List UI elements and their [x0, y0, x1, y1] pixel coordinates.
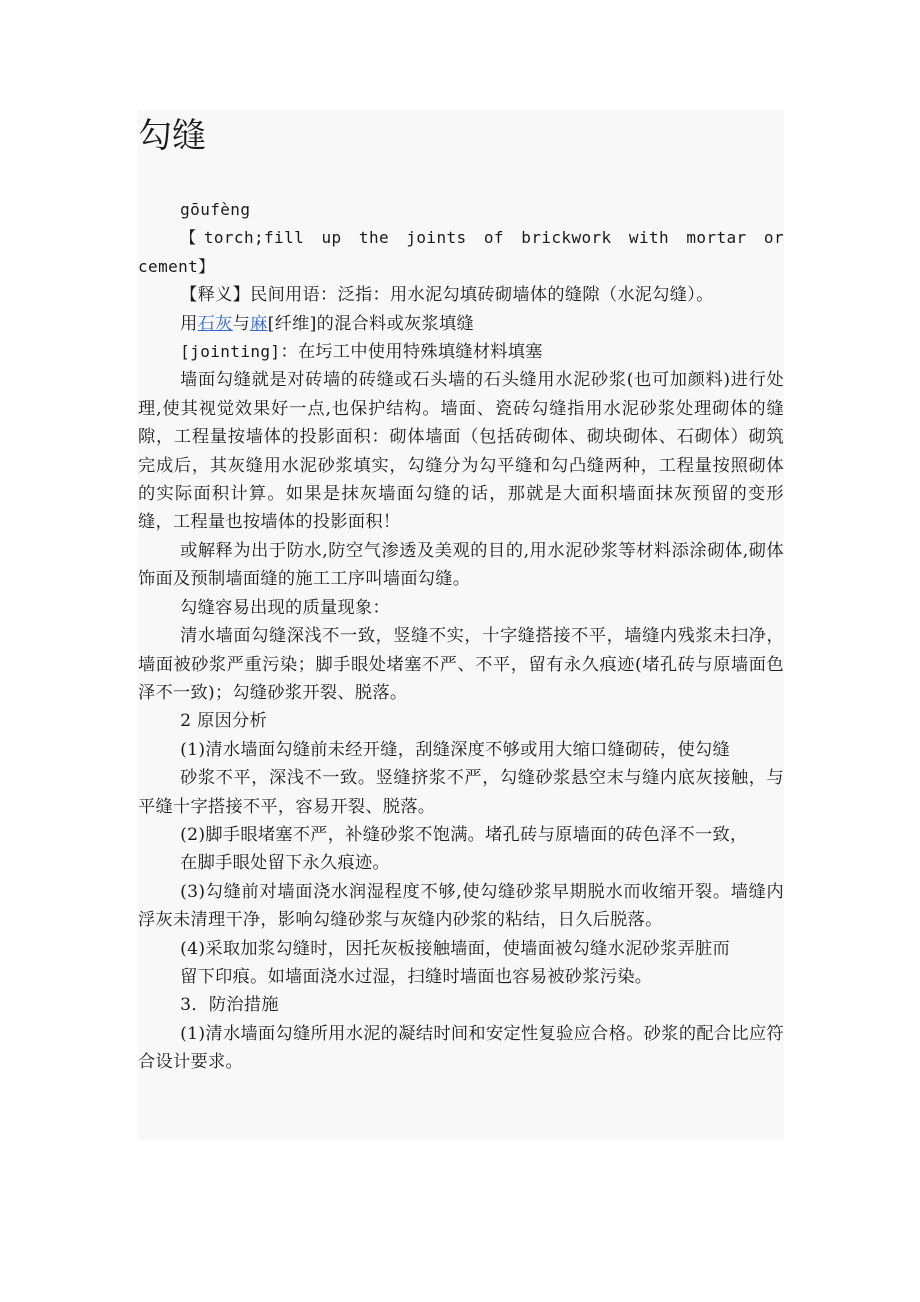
usage-prefix: 用 — [180, 313, 198, 334]
cause-1-line-b: 砂浆不平，深浅不一致。竖缝挤浆不严，勾缝砂浆悬空末与缝内底灰接触，与平缝十字搭接不平，容易开裂、脱落。 — [138, 768, 784, 817]
jointing-text: ：在圬工中使用特殊填缝材料填塞 — [280, 342, 543, 363]
quality-heading: 勾缝容易出现的质量现象： — [180, 597, 390, 618]
cause-heading: 2 原因分析 — [180, 711, 268, 732]
jointing-tag: [jointing] — [180, 342, 281, 362]
pinyin-line — [138, 196, 784, 224]
usage-line — [138, 310, 784, 338]
cause-4-line-b: 留下印痕。如墙面浇水过湿，扫缝时墙面也容易被砂浆污染。 — [180, 966, 653, 987]
quality-paragraph: 清水墙面勾缝深浅不一致，竖缝不实，十字缝搭接不平，墙缝内残浆未扫净，墙面被砂浆严重污染；脚手眼处堵塞不严、不平，留有永久痕迹(堵孔砖与原墙面色泽不一致)；勾缝砂浆开裂、脱落。 — [138, 626, 784, 703]
usage-middle: 与 — [232, 313, 251, 334]
jointing-line — [138, 338, 784, 366]
page-title: 勾缝 — [138, 116, 206, 156]
paragraph-wall-jointing: 墙面勾缝就是对砖墙的砖缝或石头墙的石头缝用水泥砂浆(也可加颜料)进行处理,使其视觉效果好一点,也保护结构。墙面、瓷砖勾缝指用水泥砂浆处理砌体的缝隙，工程量按墙体的投影面积：砌体墙面（包括砖砌体、砌块砌体、石砌体）砌筑完成后，其灰缝用水泥砂浆填实，勾缝分为勾平缝和勾凸缝两种，工程量按照砌体的实际面积计算。如果是抹灰墙面勾缝的话，那就是大面积墙面抹灰预留的变形缝，工程量也按墙体的投影面积！ — [138, 370, 784, 533]
usage-suffix: [纤维]的混合料或灰浆填缝 — [267, 313, 474, 334]
english-definition-text: 【torch;fill up the joints of brickwork with mortar or cement】 — [138, 228, 784, 276]
cause-3: (3)勾缝前对墙面浇水润湿程度不够,使勾缝砂浆早期脱水而收缩开裂。墙缝内浮灰未清理干净，影响勾缝砂浆与灰缝内砂浆的粘结，日久后脱落。 — [138, 881, 784, 931]
english-definition — [138, 224, 784, 281]
cause-4-line-a: (4)采取加浆勾缝时，因托灰板接触墙面，使墙面被勾缝水泥砂浆弄脏而 — [180, 938, 730, 959]
link-hemp[interactable]: 麻 — [250, 313, 268, 334]
pinyin-text: gōufèng — [180, 200, 251, 219]
meaning-line: 【释义】民间用语：泛指：用水泥勾填砖砌墙体的缝隙（水泥勾缝）。 — [180, 285, 714, 306]
document-body — [138, 196, 784, 1077]
cause-2-line-b: 在脚手眼处留下永久痕迹。 — [180, 853, 390, 874]
cause-2-line-a: (2)脚手眼堵塞不严，补缝砂浆不饱满。堵孔砖与原墙面的砖色泽不一致， — [180, 824, 748, 845]
cause-1-line-a: (1)清水墙面勾缝前未经开缝，刮缝深度不够或用大缩口缝砌砖，使勾缝 — [180, 739, 730, 760]
prevention-1: (1)清水墙面勾缝所用水泥的凝结时间和安定性复验应合格。砂浆的配合比应符合设计要求。 — [138, 1023, 784, 1073]
paragraph-alternative: 或解释为出于防水,防空气渗透及美观的目的,用水泥砂浆等材料添涂砌体,砌体饰面及预制墙面缝的施工工序叫墙面勾缝。 — [138, 540, 784, 590]
prevention-heading: 3．防治措施 — [180, 995, 279, 1016]
link-lime[interactable]: 石灰 — [197, 313, 233, 334]
